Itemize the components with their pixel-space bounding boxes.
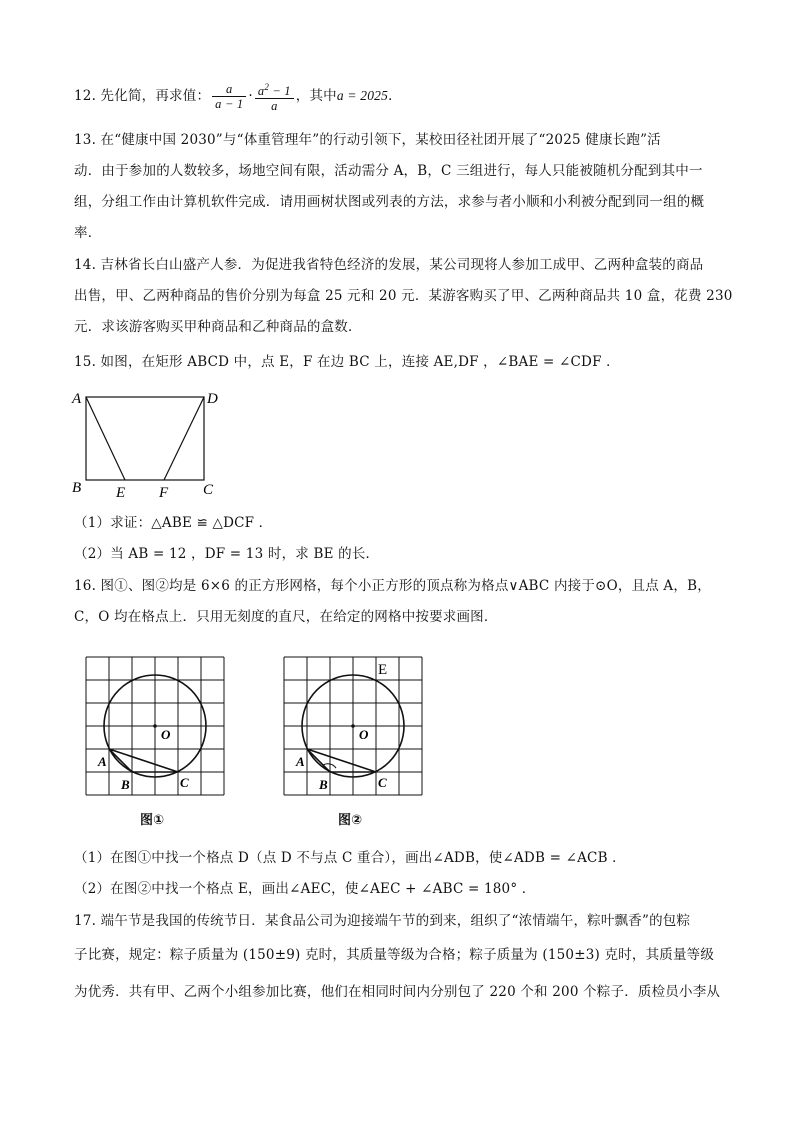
rectangle-abcd [86, 397, 204, 480]
q12-condition: a = 2025 [336, 88, 389, 103]
q16-part-2: （2）在图②中找一个格点 E，画出∠AEC，使∠AEC + ∠ABC = 180° ． [74, 881, 536, 897]
label-a: A [72, 391, 82, 407]
q16-part-1: （1）在图①中找一个格点 D（点 D 不与点 C 重合），画出∠ADB，使∠ADB = ∠ACB ． [74, 850, 626, 866]
label-d: D [207, 391, 218, 407]
label-c: C [203, 482, 214, 498]
q16-line-2: C，O 均在格点上．只用无刻度的直尺，在给定的网格中按要求画图． [74, 609, 498, 625]
segment-df [164, 397, 204, 480]
q12-fraction-1: $\frac{a}{a - 1}$ [212, 82, 246, 111]
q14-line-3: 元．求该游客购买甲种商品和乙种商品的盒数． [74, 319, 362, 335]
q16-figure-2 [282, 655, 432, 800]
label-o: O [161, 727, 171, 742]
q14-line-2: 出售，甲、乙两种商品的售价分别为每盒 25 元和 20 元．某游客购买了甲、乙两种商品共 10 盒，花费 230 [74, 288, 733, 304]
q15-rectangle-figure [70, 385, 230, 500]
q15-line-1: 15. 如图，在矩形 ABCD 中，点 E，F 在边 BC 上，连接 AE,DF ，∠BAE = ∠CDF ． [74, 354, 620, 370]
q13-line-4: 率． [74, 225, 102, 241]
q14-line-1: 14. 吉林省长白山盛产人参．为促进我省特色经济的发展，某公司现将人参加工成甲、乙两种盒装的商品 [74, 257, 704, 273]
figure-1-caption: 图① [140, 813, 165, 828]
center-o-dot [153, 724, 157, 728]
label-b: B [121, 777, 130, 792]
label-e-handwritten: E [378, 662, 388, 678]
label-e: E [116, 485, 126, 500]
q15-part-1: （1）求证：△ABE ≌ △DCF ． [74, 515, 273, 531]
q12-fraction-2: $\frac{a^2 - 1}{a}$ [255, 80, 294, 113]
q15-part-2: （2）当 AB = 12 ，DF = 13 时，求 BE 的长． [74, 546, 380, 562]
q16-line-1: 16. 图①、图②均是 6×6 的正方形网格，每个小正方形的顶点称为格点∨ABC 内接于⊙O，且点 A，B， [74, 578, 711, 594]
q13-line-3: 组，分组工作由计算机软件完成．请用画树状图或列表的方法，求参与者小顺和小利被分配到同一组的概 [74, 194, 705, 210]
label-a: A [98, 754, 107, 769]
q12-line [74, 80, 402, 113]
label-a: A [296, 754, 305, 769]
center-o-dot [351, 724, 355, 728]
figure-2-caption: 图② [338, 813, 363, 828]
triangle-abc [307, 749, 376, 772]
label-c: C [378, 775, 387, 790]
label-b: B [72, 480, 82, 496]
q12-end: ． [388, 88, 402, 104]
triangle-abc [109, 749, 178, 772]
q12-dot: · [248, 88, 253, 104]
q13-line-1: 13. 在“健康中国 2030”与“体重管理年”的行动引领下，某校田径社团开展了“2025 健康长跑”活 [74, 132, 661, 148]
q17-line-3: 为优秀．共有甲、乙两个小组参加比赛，他们在相同时间内分别包了 220 个和 200 个粽子．质检员小李从 [74, 984, 721, 1000]
segment-ae [86, 397, 125, 480]
q12-text-a: 12. 先化简，再求值： [74, 88, 211, 104]
q17-line-1: 17. 端午节是我国的传统节日．某食品公司为迎接端午节的到来，组织了“浓情端午，粽叶飘香”的包粽 [74, 913, 691, 929]
q12-text-b: ，其中 [295, 88, 337, 104]
label-b: B [319, 777, 328, 792]
label-o: O [359, 727, 369, 742]
label-c: C [180, 775, 189, 790]
q16-figure-1 [84, 655, 234, 800]
label-f: F [159, 485, 169, 500]
q13-line-2: 动．由于参加的人数较多，场地空间有限，活动需分 A，B，C 三组进行，每人只能被随机分配到其中一 [74, 163, 703, 179]
q17-line-2: 子比赛，规定：粽子质量为 (150±9) 克时，其质量等级为合格；粽子质量为 (150±3) 克时，其质量等级 [74, 947, 715, 963]
